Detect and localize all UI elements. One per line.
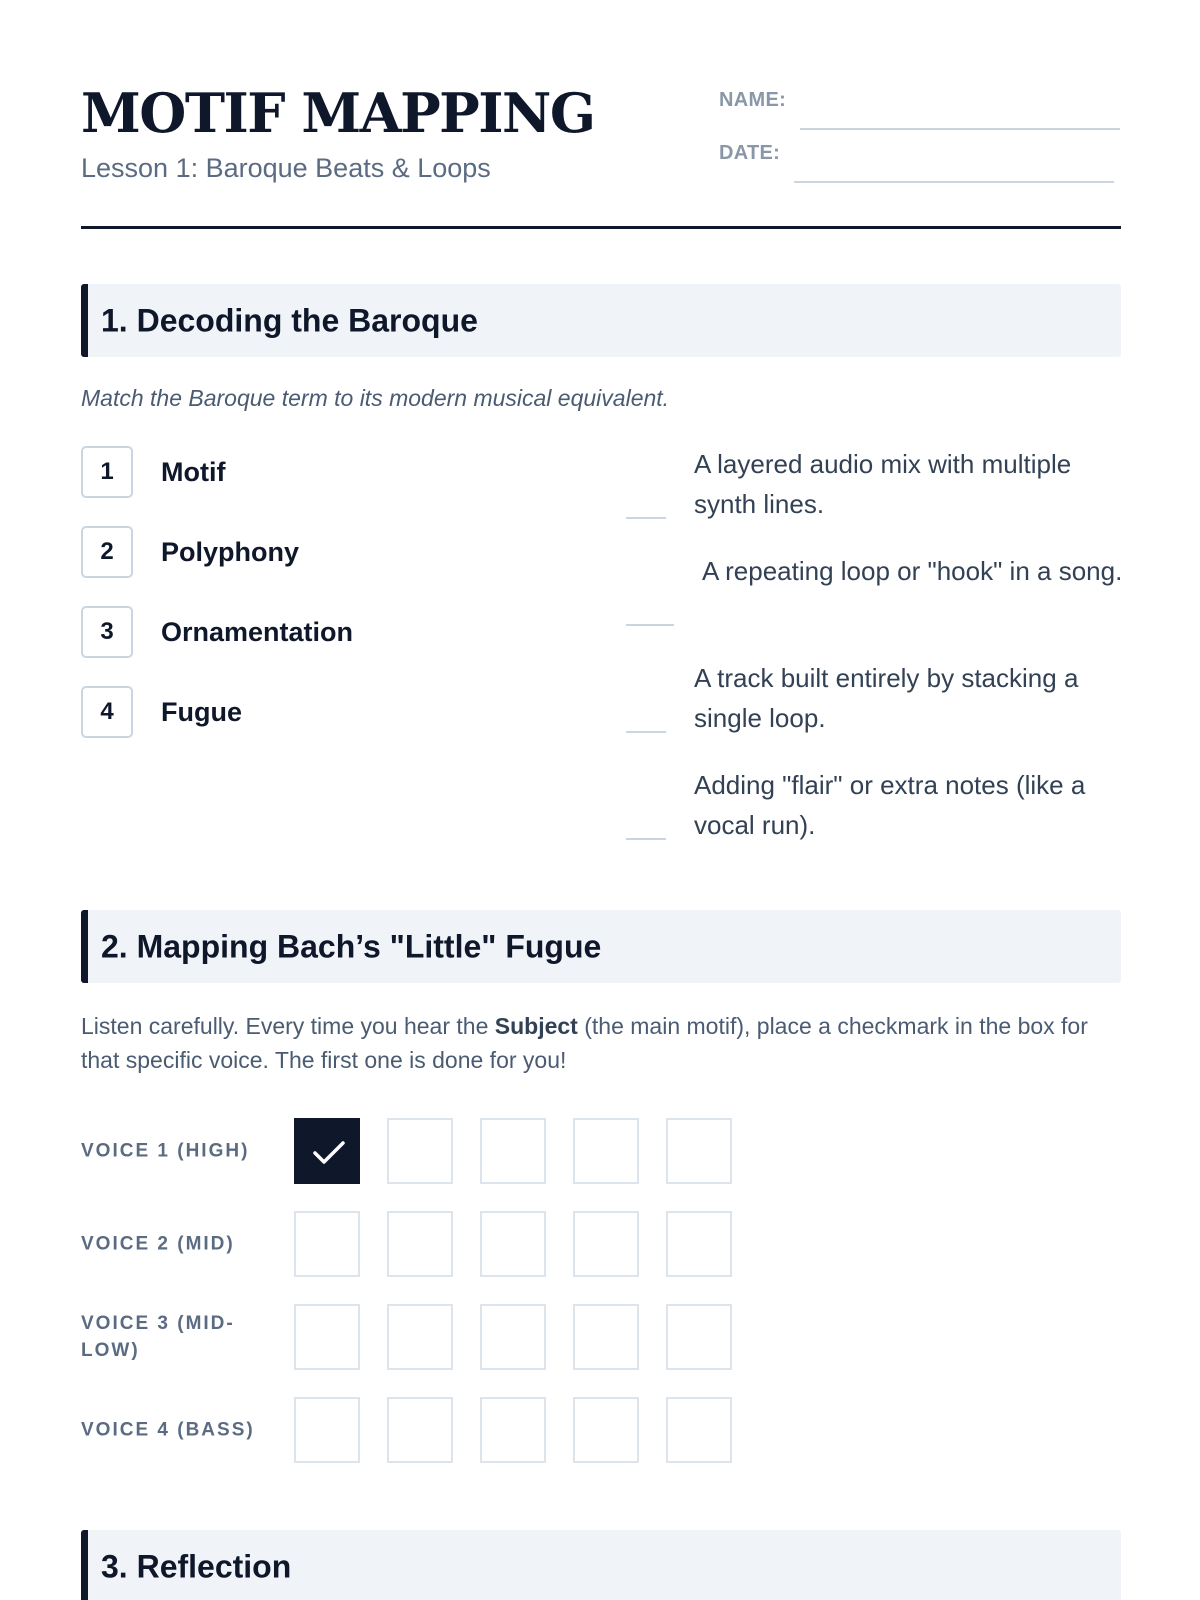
- subject-checkbox[interactable]: [387, 1304, 453, 1370]
- voice-row: [81, 1211, 841, 1277]
- definition-row: [626, 551, 1121, 651]
- voice-label: VOICE 2 (MID): [81, 1233, 235, 1255]
- term-label: Polyphony: [161, 536, 300, 567]
- section-2-title: 2. Mapping Bach’s "Little" Fugue: [101, 928, 602, 964]
- voice-label: VOICE 3 (MID-LOW): [81, 1313, 235, 1361]
- subject-checkbox[interactable]: [480, 1118, 546, 1184]
- subject-checkbox[interactable]: [666, 1304, 732, 1370]
- definition-row: [626, 658, 1121, 758]
- term-row: [81, 606, 353, 658]
- subject-checkbox[interactable]: [294, 1397, 360, 1463]
- subject-checkbox[interactable]: [480, 1211, 546, 1277]
- subject-checkbox[interactable]: [294, 1118, 360, 1184]
- definition-text: A repeating loop or "hook" in a song.: [702, 556, 1123, 586]
- subject-checkbox[interactable]: [480, 1397, 546, 1463]
- subject-checkbox[interactable]: [387, 1118, 453, 1184]
- section-1-instruction: Match the Baroque term to its modern musical equivalent.: [81, 385, 670, 411]
- subject-checkbox[interactable]: [387, 1211, 453, 1277]
- term-number: 2: [81, 526, 133, 578]
- term-number: 3: [81, 606, 133, 658]
- subject-checkbox[interactable]: [387, 1397, 453, 1463]
- definition-row: [626, 444, 1121, 544]
- term-label: Motif: [161, 456, 226, 487]
- subject-checkbox[interactable]: [573, 1304, 639, 1370]
- name-field[interactable]: [719, 90, 1120, 110]
- section-2-header: [81, 910, 1121, 983]
- date-line[interactable]: [794, 181, 1114, 183]
- voice-row: [81, 1304, 841, 1370]
- section-1-title: 1. Decoding the Baroque: [101, 302, 478, 338]
- name-label: NAME:: [719, 89, 787, 111]
- worksheet-page: [81, 0, 1121, 1600]
- term-number: 1: [81, 446, 133, 498]
- header-divider: [81, 226, 1121, 229]
- subject-checkbox[interactable]: [294, 1304, 360, 1370]
- subject-checkbox[interactable]: [666, 1397, 732, 1463]
- section-3-title: 3. Reflection: [101, 1548, 292, 1584]
- definition-row: [626, 765, 1121, 865]
- answer-blank[interactable]: [626, 838, 666, 840]
- definition-text: Adding "flair" or extra notes (like a vocal run).: [694, 770, 1086, 840]
- definition-text: A layered audio mix with multiple synth lines.: [694, 449, 1072, 519]
- subject-checkbox[interactable]: [573, 1211, 639, 1277]
- date-label: DATE:: [719, 142, 781, 164]
- subject-checkbox[interactable]: [480, 1304, 546, 1370]
- subject-checkbox[interactable]: [666, 1118, 732, 1184]
- term-row: [81, 686, 242, 738]
- voice-row: [81, 1397, 841, 1463]
- checkmark-icon: [312, 1139, 346, 1167]
- name-line[interactable]: [800, 128, 1120, 130]
- term-row: [81, 526, 299, 578]
- date-field[interactable]: [719, 143, 1114, 163]
- term-label: Fugue: [161, 696, 242, 727]
- voice-row: [81, 1118, 841, 1184]
- section-1-header: [81, 284, 1121, 357]
- lesson-subtitle: Lesson 1: Baroque Beats & Loops: [81, 153, 491, 183]
- subject-checkbox[interactable]: [573, 1397, 639, 1463]
- answer-blank[interactable]: [626, 731, 666, 733]
- instruction-text: (the main motif), place a checkmark in the box for that specific voice. The first one is done for you!: [81, 1013, 1088, 1073]
- voice-label: VOICE 4 (BASS): [81, 1419, 255, 1441]
- section-2-instruction: [81, 1009, 1121, 1077]
- subject-checkbox[interactable]: [294, 1211, 360, 1277]
- subject-checkbox[interactable]: [573, 1118, 639, 1184]
- term-row: [81, 446, 225, 498]
- instruction-emphasis: Subject: [494, 1013, 578, 1039]
- answer-blank[interactable]: [626, 624, 674, 626]
- answer-blank[interactable]: [626, 517, 666, 519]
- term-label: Ornamentation: [161, 616, 354, 647]
- worksheet-title: MOTIF MAPPING: [81, 81, 595, 145]
- voice-label: VOICE 1 (HIGH): [81, 1140, 250, 1162]
- term-number: 4: [81, 686, 133, 738]
- section-3-header: [81, 1530, 1121, 1600]
- definition-text: A track built entirely by stacking a single loop.: [694, 663, 1079, 733]
- instruction-text: Listen carefully. Every time you hear the: [81, 1013, 495, 1039]
- subject-checkbox[interactable]: [666, 1211, 732, 1277]
